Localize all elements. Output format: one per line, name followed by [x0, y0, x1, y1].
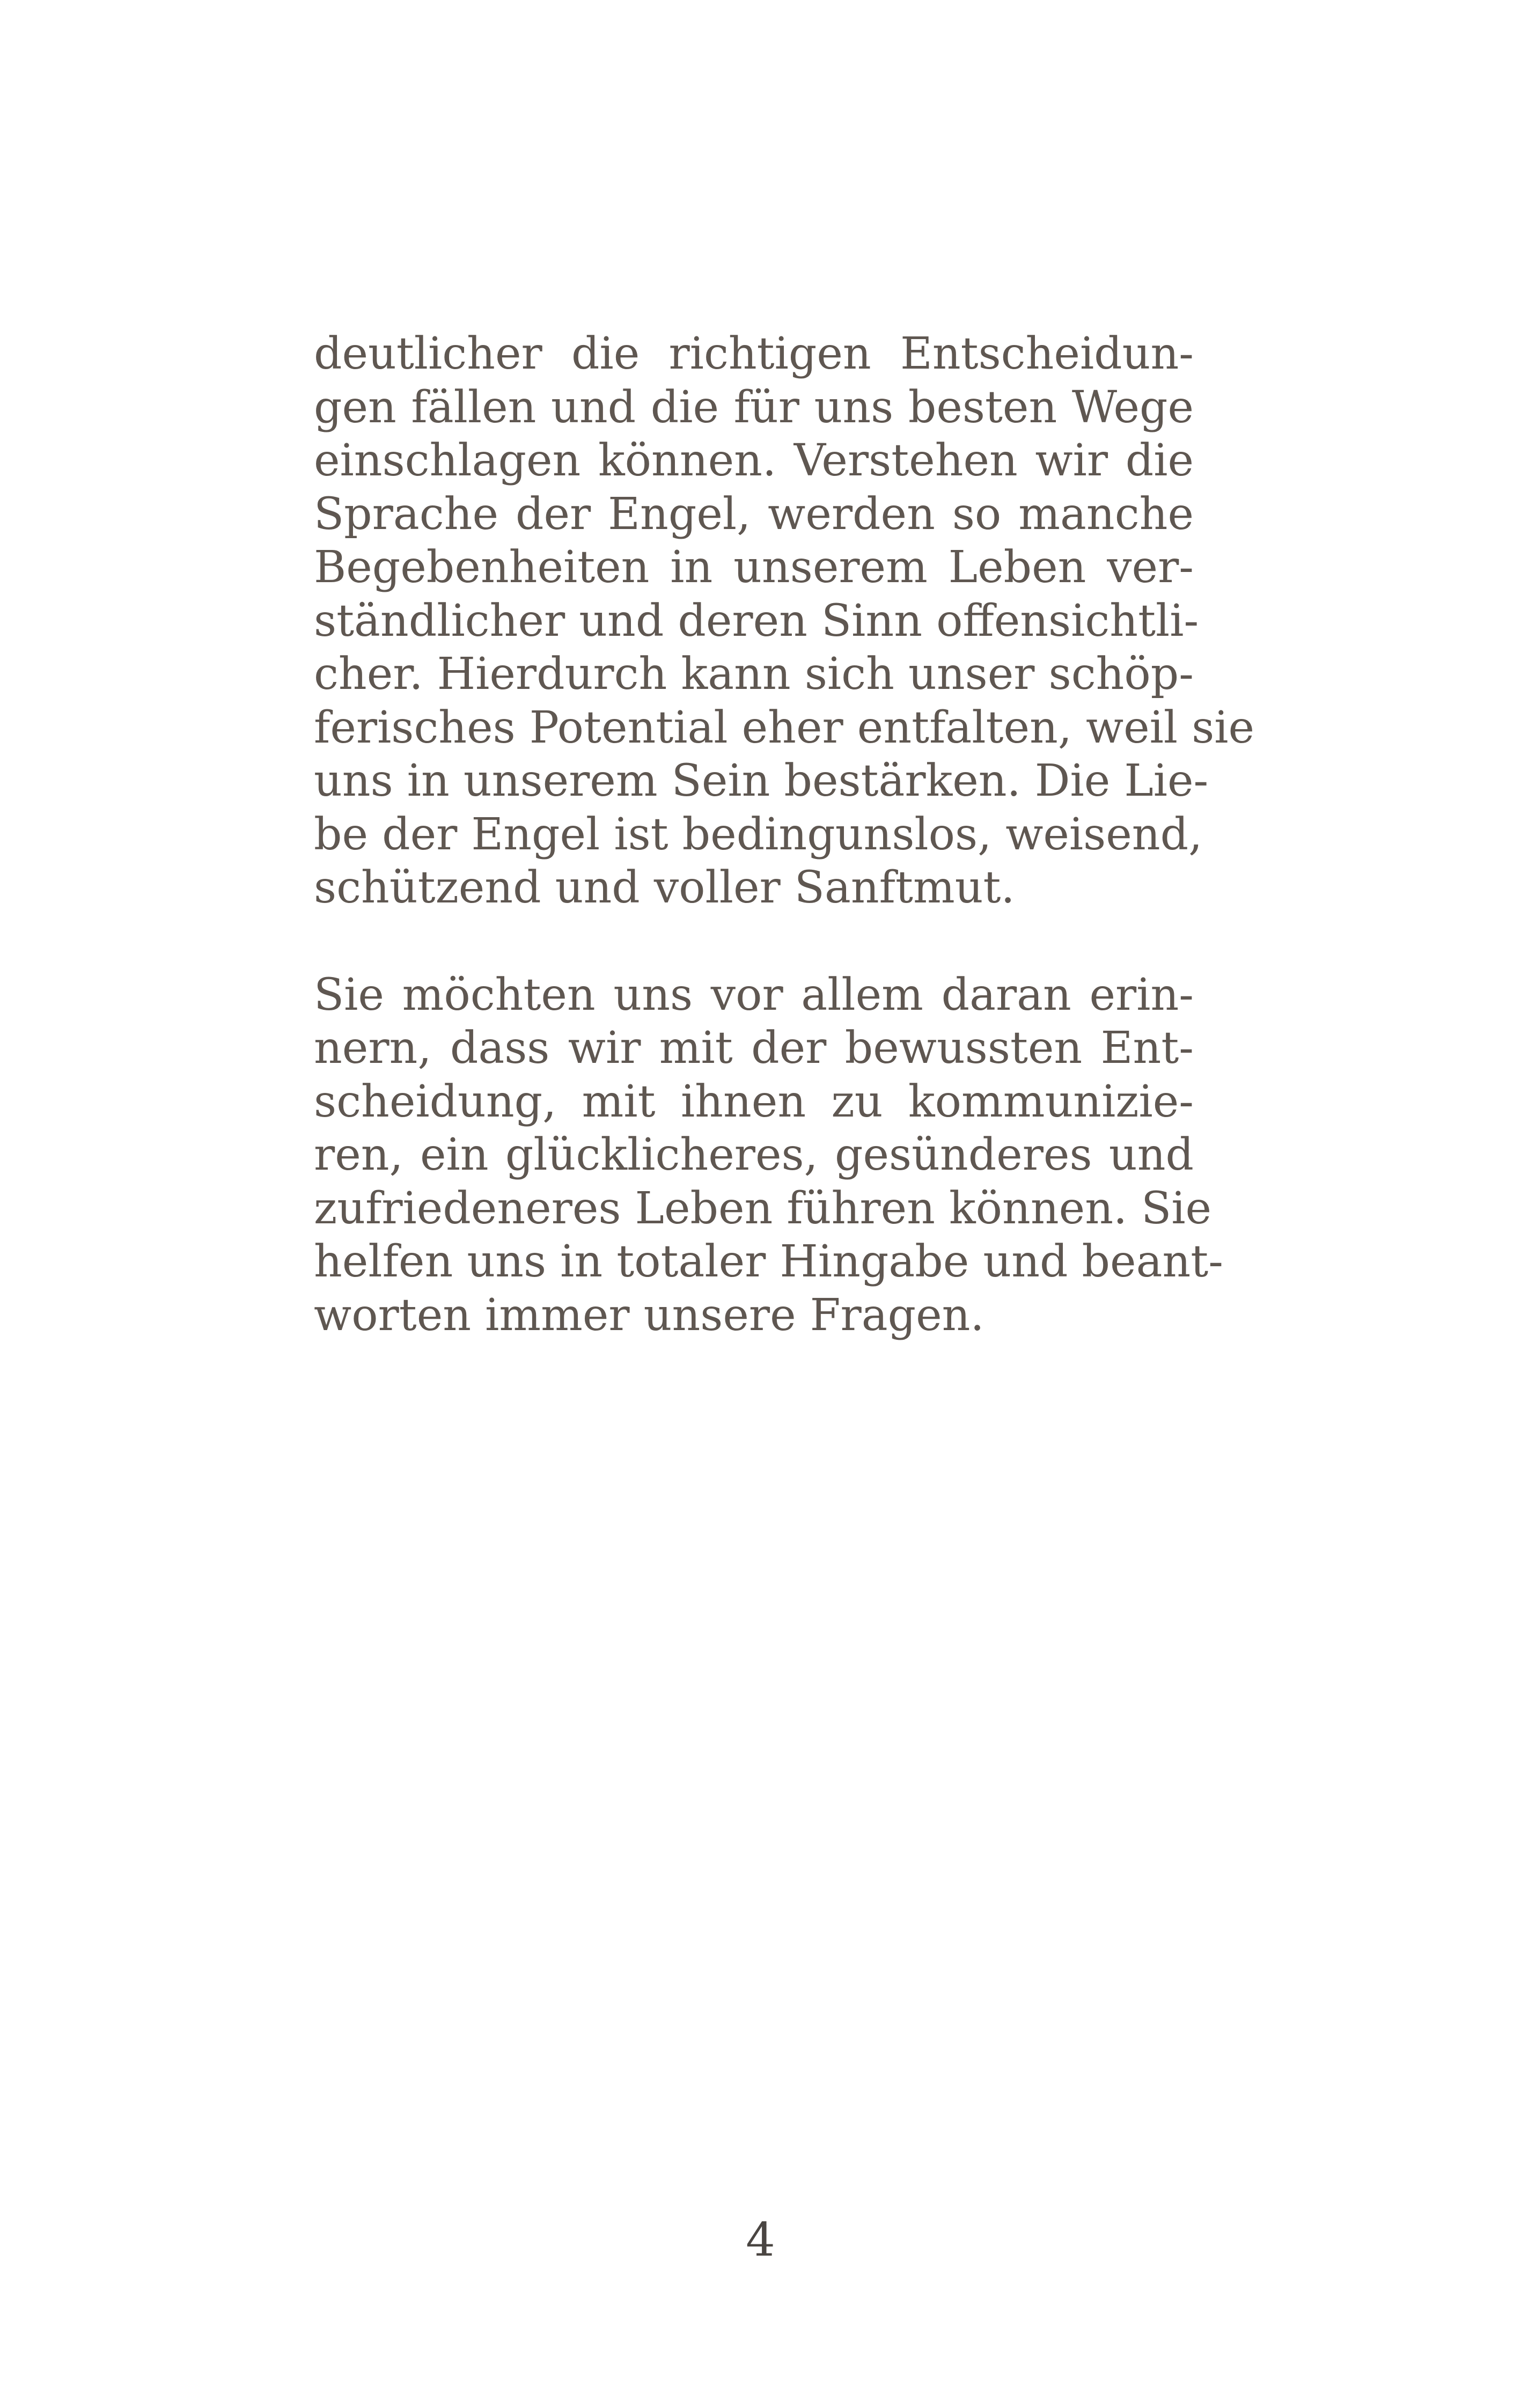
text-line: deutlicher die richtigen Entscheidun- — [314, 328, 1194, 379]
text-line: ren, ein glücklicheres, gesünderes und — [314, 1129, 1194, 1180]
text-line: ständlicher und deren Sinn offensichtli- — [314, 595, 1199, 647]
paragraph-spacer — [314, 915, 1194, 968]
text-line: scheidung, mit ihnen zu kommunizie- — [314, 1076, 1194, 1127]
text-line: worten immer unsere Fragen. — [314, 1289, 984, 1341]
text-line: Begebenheiten in unserem Leben ver- — [314, 542, 1194, 593]
text-line: nern, dass wir mit der bewussten Ent- — [314, 1023, 1194, 1074]
text-line: Sprache der Engel, werden so manche — [314, 488, 1194, 540]
paragraph-2 — [314, 968, 1223, 1342]
text-line: uns in unserem Sein bestärken. Die Lie- — [314, 755, 1209, 806]
text-line: einschlagen können. Verstehen wir die — [314, 435, 1194, 486]
text-line: ferisches Potential eher entfalten, weil sie — [314, 702, 1255, 753]
page-number: 4 — [746, 2213, 775, 2267]
text-line: cher. Hierdurch kann sich unser schöp- — [314, 649, 1194, 700]
text-line: be der Engel ist bedingunslos, weisend, — [314, 809, 1203, 860]
paragraph-1 — [314, 327, 1255, 915]
text-line: schützend und voller Sanftmut. — [314, 862, 1015, 913]
text-line: zufriedeneres Leben führen können. Sie — [314, 1183, 1212, 1234]
text-line: Sie möchten uns vor allem daran erin- — [314, 969, 1194, 1021]
text-line: helfen uns in totaler Hingabe und beant- — [314, 1236, 1223, 1287]
body-text — [314, 327, 1255, 1342]
text-line: gen fällen und die für uns besten Wege — [314, 381, 1194, 433]
